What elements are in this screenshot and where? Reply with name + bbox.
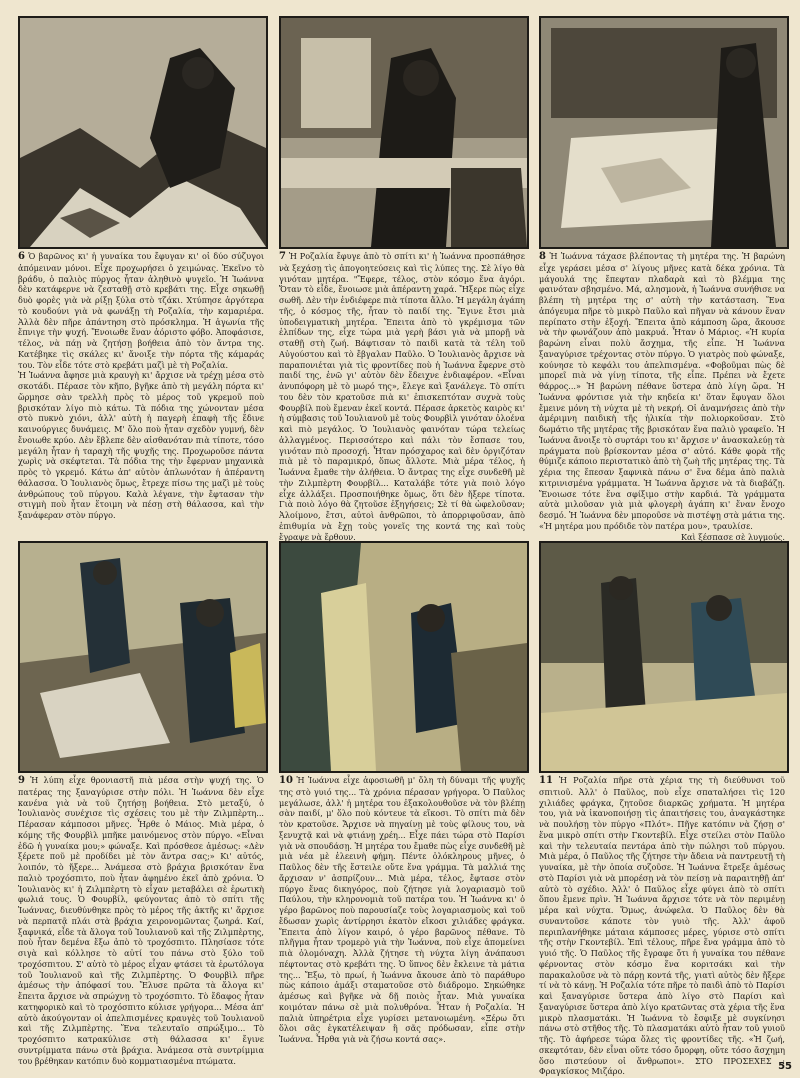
illustration-panel-6: [18, 16, 268, 249]
illustration-panel-11: [539, 541, 789, 773]
illustration-panel-7: [279, 16, 529, 249]
illustration-panel-10: [279, 541, 529, 773]
episode-text-8: [539, 251, 786, 542]
illustration-panel-8: [539, 16, 789, 249]
episode-paragraph: 11 Ἡ Ροζαλία πῆρε στὰ χέρια της τὴ διεύθυνσι τοῦ σπιτιοῦ. Ἀλλ' ὁ Παῦλος, ποὺ εἶχε σπαταλήσει τὶς 120 χιλιάδες φράγκα, ζητοῦσε διαρκῶς χρήματα. Ἡ μητέρα του, γιὰ νὰ ἱκανοποιήσῃ τὶς ἀπαιτήσεις του, ἀναγκάστηκε νὰ πουλήσῃ τὸν πύργο «Πλότ». Πῆγε κατόπιν νὰ ζήσῃ σ' ἕνα μικρὸ σπίτι στὴν Γκοντεβίλ. Εἶχε στείλει στὸν Παῦλο καὶ τὴν τελευταία πεντάρα ἀπὸ τὴν πώλησι τοῦ πύργου. Μιὰ μέρα, ὁ Παῦλος τῆς ζήτησε τὴν ἄδεια νὰ παντρευτῇ τὴ γυναίκα, μὲ τὴν ὁποία συζοῦσε. Ἡ Ἰωάννα ἔτρεξε ἀμέσως στὸ Παρίσι γιὰ νὰ μπορέσῃ νὰ τὸν πείσῃ νὰ παραιτηθῇ ἀπ' αὐτὸ τὸ σχέδιο. Ἀλλ' ὁ Παῦλος εἶχε φύγει ἀπὸ τὸ σπίτι ὅπου ἔμενε πρὶν. Ἡ Ἰωάννα ἄρχισε τότε νὰ τὸν περιμένῃ μέρα καὶ νύχτα. Ὅμως, ἀνώφελα. Ὁ Παῦλος δὲν θὰ συναντοῦσε κάποτε τὸν γυιὸ τῆς. Ἀλλ' ἀφοῦ περιπλανήθηκε μάταια κάμποσες μέρες, γύρισε στὸ σπίτι τῆς στὴν Γκοντεβίλ. Ἐπὶ τέλους, πῆρε ἕνα γράμμα ἀπὸ τὸ γυιό τῆς. Ὁ Παῦλος τῆς ἔγραφε ὅτι ἡ γυναίκα του πέθανε φέρνοντας στὸν κόσμο ἕνα κοριτσάκι καὶ τὴν παρακαλοῦσε νὰ τὸ πάρῃ κοντά τῆς, γιατὶ αὐτὸς δὲν ἤξερε τί νὰ τὸ κάνῃ. Ἡ Ροζαλία τότε πῆρε τὸ παιδὶ ἀπὸ τὸ Παρίσι καὶ ξαναγύρισε ὕστερα ἀπὸ λίγο στὸ Παρίσι καὶ ξαναγύρισε ὕστερα ἀπὸ λίγο κρατῶντας στὰ χέρια τῆς ἕνα μικρὸ πλασματάκι. Ἡ Ἰωάννα τὸ ἔσφιξε μὲ συγκίνησι πάνω στὸ στῆθος τῆς. Τὸ πλασματάκι αὐτὸ ἦταν τοῦ γυιοῦ τῆς. Τὸ ἀφήρεσε τώρα ὅλες τὶς φροντίδες τῆς. «Ἡ ζωή, σκεφτόταν, δὲν εἶναι οὔτε τόσο ὄμορφη, οὔτε τόσο ἄσχημη ὅσο πιστεύουν οἱ ἄνθρωποι». ΣΤΟ ΠΡΟΣΕΧΕΣ : Φραγκίσκος Μιζάρο.: [539, 775, 785, 1077]
episode-signoff: Καὶ ξέσπασε σὲ λυγμούς.: [681, 531, 785, 542]
woodcut-illustration-7: [281, 18, 527, 247]
illustration-panel-9: [18, 541, 268, 773]
episode-text-7: [279, 251, 526, 542]
episode-paragraph: 9 Ἡ λύπη εἶχε θρονιαστῆ πιὰ μέσα στὴν ψυχή της. Ὁ πατέρας της ξαναγύρισε στὴν πόλι. Ἡ Ἰωάννα δὲν εἶχε κανένα γιὰ νὰ τοῦ ζητήσῃ βοήθεια. Στὸ μεταξύ, ὁ Ἰουλιανὸς συνέχισε τὶς σχέσεις του μὲ τὴν Ζιλμπὲρτη... Πέρασαν κάμποσοι μῆνες. Ἦρθε ὁ Μάιος. Μιὰ μέρα, ὁ κόμης τῆς Φουρβὶλ μπῆκε μαινόμενος στὸν πύργο. «Εἶναι ἐδῶ ἡ γυναίκα μου;» φώναξε. Καὶ πρόσθεσε ἀμέσως: «Δὲν ξέρετε ποῦ μὲ προδίδει μὲ τὸν ἄντρα σας;» Κι' αὐτός, λοιπόν, τὸ ἤξερε... Ἀνάμεσα στὸ βράχια βρισκόταν ἕνα παλιὸ τροχόσπιτο, ποὺ ἦταν ἀφημένο ἐκεῖ ἀπὸ χρόνια. Ὁ Ἰουλιανὸς κι' ἡ Ζιλμπὲρτη τὸ εἶχαν μεταβάλει σὲ ἐρωτικὴ φωλιά τους. Ὁ Φουρβίλ, φεύγοντας ἀπὸ τὸ σπίτι τῆς Ἰωάννας, διευθύνθηκε πρὸς τὸ μέρος τῆς ἀκτῆς κι' ἄρχισε νὰ περπατᾷ πλάι στὰ βράχια χειρονομῶντας ζωηρά. Καί, ξαφνικά, εἶδε τὰ ἄλογα τοῦ Ἰουλιανοῦ καὶ τῆς Ζιλμπὲρτης, ποὺ ἦταν δεμένα ἔξω ἀπὸ τὸ τροχόσπιτο. Πλησίασε τότε σιγὰ καὶ κόλλησε τὸ αὐτί του πάνω στὸ ξύλο τοῦ τροχόσπιτου. Σ' αὐτὸ τὸ μέρος εἶχαν φτάσει τὰ ἐρωτόλογα τοῦ Ἰουλιανοῦ καὶ τῆς Ζιλμπὲρτης. Ὁ Φουρβὶλ πῆρε ἀμέσως τὴν ἀπόφασί του. Ἔλυσε πρῶτα τὰ ἄλογα κι' ἔπειτα ἄρχισε νὰ σπρώχνῃ τὸ τροχόσπιτο. Τὸ ἔδαφος ἦταν κατηφορικὸ καὶ τὸ τροχόσπιτο κύλισε γρήγορα... Μέσα ἀπ' αὐτὸ ἀκούγονταν οἱ ἀπελπισμένες κραυγὲς τοῦ Ἰουλιανοῦ καὶ τῆς Ζιλμπὲρτης. Ἕνα τελευταῖο σπρώξιμο... Τὸ τροχόσπιτο κατρακύλισε στὴ θάλασσα κι' ἔγινε συντρίμματα πάνω στὰ βράχια. Ἀνάμεσα στὰ συντρίμμια του βρέθηκαν κατόπιν δυὸ κομματιασμένα πτώματα.: [18, 775, 264, 1066]
episode-number: 11: [539, 775, 553, 786]
episode-number: 6: [18, 251, 25, 262]
episode-text-9: [18, 775, 264, 1066]
episode-paragraph: 6 Ὁ βαρῶνος κι' ἡ γυναίκα του ἔφυγαν κι' οἱ δύο σύζυγοι ἀπόμειναν μόνοι. Εἶχε προχωρήσει ὁ χειμώνας. Ἐκεῖνο τὸ βράδυ, ὁ παλιὸς πύργος ἦταν ἀληθινὸ ψυγεῖο. Ἡ Ἰωάννα δὲν κατάφερνε νὰ ζεσταθῇ στὸ κρεβάτι της. Εἶχε σηκωθῇ δυὸ φορὲς γιὰ νὰ ρίξῃ ξύλα στὸ τζάκι. Χτύπησε ἀργότερα τὸ κουδούνι γιὰ νὰ φωνάξῃ τὴ Ροζαλία, τὴν καμαριέρα. Ἀλλὰ δὲν πῆρε ἀπάντηση στὸ πρόσκλημα. Ἡ ἀγωνία τῆς ἔπνιγε τὴν ψυχή. Ἔνοιωθε ἕναν ἀόριστο φόβο. Ἀποφάσισε, τέλος, νὰ πάῃ νὰ ζητήσῃ βοήθεια ἀπὸ τὸν ἄντρα της. Κατέβηκε τὶς σκάλες κι' ἄνοιξε τὴν πόρτα τῆς κάμαράς του. Τὸν εἶδε τότε στὸ κρεβάτι μαζὶ μὲ τὴ Ροζαλία.: [18, 251, 265, 370]
page-number: 55: [778, 1061, 792, 1072]
woodcut-illustration-10: [281, 543, 527, 771]
woodcut-illustration-8: [541, 18, 787, 247]
woodcut-illustration-9: [20, 543, 266, 771]
episode-paragraph: 7 Ἡ Ροζαλία ἔφυγε ἀπὸ τὸ σπίτι κι' ἡ Ἰωάννα προσπάθησε νὰ ξεχάσῃ τὶς ἀπογοητεύσεις καὶ τὶς λύπες της. Σὲ λίγο θὰ γινόταν μητέρα. "Ἔφερε, τέλος, στὸν κόσμο ἕνα ἀγόρι. Ὅταν τὸ εἶδε, ἔνοιωσε μιὰ ἀπέραντη χαρά. Ἤξερε πὼς εἶχε σωθῆ. Δὲν τὴν ἐνδιέφερε πιὰ τίποτα ἄλλο. Ἡ μεγάλη ἀγάπη τῆς, ὁ κόσμος τῆς, ἦταν τὸ παιδί της. Ἔγινε ἔτσι μιὰ ὑποδειγματικὴ μητέρα. Ἔπειτα ἀπὸ τὸ γκρέμισμα τῶν ἐλπίδων της, εἶχε τώρα μιὰ γερὴ βάσι γιὰ νὰ μπορῇ νὰ σταθῇ στὴ ζωή. Βάφτισαν τὸ παιδὶ κατὰ τὰ τέλη τοῦ Αὐγούστου καὶ τὸ ἔβγαλαν Παῦλο. Ὁ Ἰουλιανὸς ἄρχισε νὰ παραπονιέται γιὰ τὶς φροντίδες ποὺ ἡ Ἰωάννα ἔφερνε στὸ παιδί της, ἐνῶ γι' αὐτὸν δὲν ἔδειχνε ἐνδιαφέρον. «Εἶναι ἀνυπόφορη μὲ τὸ μωρό της», ἔλεγε καὶ ξανάλεγε. Τὸ σπίτι του δὲν τὸν κρατοῦσε πιὰ κι' ἐπισκεπτόταν συχνὰ τοὺς Φουρβίλ ποὺ ἔμεναν ἐκεῖ κοντά. Πέρασε ἀρκετὸς καιρὸς κι' ἡ σύμβασις τοῦ Ἰουλιανοῦ μὲ τοὺς Φουρβὶλ γινόταν ὁλοένα καὶ πιὸ μεγάλος. Ὁ Ἰουλιανὸς φαινόταν τώρα τελείως ἀλλαγμένος. Περισσότερο καὶ πάλι τὸν ἔσπασε του, γινόταν πιὸ προσοχή. Ἦταν πρόσχαρος καὶ δὲν ὀργιζόταν πιὰ μὲ τὸ παραμικρό, ὅπως ἄλλοτε. Μιὰ μέρα τέλος, ἡ Ἰωάννα ἔμαθε τὴν ἀλήθεια. Ὁ ἄντρας της εἶχε συνδεθῆ μὲ τὴν Ζιλμπὲρτη Φουρβίλ... Καταλάβε τότε γιὰ ποιὸ λόγο εἶχε ἀλλάξει. Προσποιήθηκε ὅμως, ὅτι δὲν ἤξερε τίποτα. Γιὰ ποιὸ λόγο θὰ ζητοῦσε ἐξηγήσεις; Σὲ τί θὰ ὠφελοῦσαν; Ἀλοίμονο, ἔτσι, αὐτοὶ ἀνθρῶποι, τὸ ἀπορριφοῦσαν, ἀπὸ ἐπιθυμία νὰ ἔχῃ τοὺς γονεῖς της κοντά της καὶ τοὺς ἔγραψε νὰ ἔρθουν.: [279, 251, 526, 542]
woodcut-illustration-6: [20, 18, 266, 247]
episode-number: 8: [539, 251, 546, 262]
episode-number: 10: [279, 775, 293, 786]
episode-number: 7: [279, 251, 286, 262]
episode-text-10: [279, 775, 525, 1061]
episode-paragraph: 10 Ἡ Ἰωάννα εἶχε ἀφοσιωθῆ μ' ὅλη τὴ δύναμι τῆς ψυχῆς της στὸ γυιό της... Τὰ χρόνια πέρασαν γρήγορα. Ὁ Παῦλος μεγάλωσε, ἀλλ' ἡ μητέρα του ἐξακολουθοῦσε νὰ τὸν βλέπῃ σὰν παιδί, μ' ὅλο ποὺ κόντευε τὰ εἴκοσι. Τὸ σπίτι πιὰ δὲν τὸν κρατοῦσε. Ἄρχισε νὰ πηγαίνῃ μὲ τοὺς φίλους του, νὰ ξενυχτᾷ καὶ νὰ φτιάνῃ χρέη... Εἶχε πάει τώρα στὸ Παρίσι γιὰ νὰ σπουδάσῃ. Ἡ μητέρα του ἔμαθε πὼς εἶχε συνδεθῆ μὲ μιὰ νέα μὲ ἐλεεινὴ φήμη. Πέντε ὁλόκληρους μῆνες, ὁ Παῦλος δὲν τῆς ἔστειλε οὔτε ἕνα γράμμα. Τὰ μαλλιά της ἄρχισαν ν' ἀσπρίζουν... Μιὰ μέρα, τέλος, ἔφτασε στὸν πύργο ἕνας δικηγόρος, ποὺ ζήτησε γιὰ λογαριασμὸ τοῦ Παύλου, τὴν κληρονομιὰ τοῦ πατέρα του. Ἡ Ἰωάννα κι' ὁ γέρο βαρῶνος ποὺ παρουσίαζε τοὺς λογαριασμοὺς καὶ τοῦ ἔδωσαν χωρὶς ἀντίρρησι ἑκατὸν εἴκοσι χιλιάδες φράγκα. Ἔπειτα ἀπὸ λίγον καιρό, ὁ γέρο βαρῶνος πέθανε. Τὸ πλῆγμα ἦταν τρομερὸ γιὰ τὴν Ἰωάννα, ποὺ εἶχε ἀπομείνει πιὰ ὁλομόναχη. Ἀλλὰ ζήτησε τὴ νύχτα λίγη ἀνάπαυσι πέφτοντας στὸ κρεβάτι της. Ὁ ὕπνος δὲν ἔκλεινε τὰ μάτια της... Ἔξω, τὸ πρωί, ἡ Ἰωάννα ἄκουσε ἀπὸ τὸ παράθυρο πὼς κάποιο ἁμάξι σταματοῦσε στὸ διάδρομο. Σηκώθηκε ἀμέσως καὶ βγῆκε νὰ δῇ ποιὸς ἦταν. Μιὰ γυναίκα κοιμόταν πάνω σὲ μιὰ πολυθρόνα. Ἦταν ἡ Ροζαλία. Ἡ παλιὰ ὑπηρέτρια εἶχε γυρίσει μετανοιωμένη. «Ξέρω ὅτι ὅλοι σᾶς ἐγκατέλειψαν ἢ σᾶς πρόδωσαν, εἶπε στὴν Ἰωάννα. Ἦρθα γιὰ νὰ ζήσω κοντά σας».: [279, 775, 525, 1044]
episode-paragraph: Ἡ Ἰωάννα ἄφησε μιὰ κραυγὴ κι' ἄρχισε νὰ τρέχῃ μέσα στὸ σκοτάδι. Πέρασε τὸν κῆπο, βγῆκε ἀπὸ τὴ μεγάλη πόρτα κι' ὥρμησε σὰν τρελλὴ πρὸς τὸ μέρος τοῦ γκρεμοῦ ποὺ βρισκόταν λίγο πιὸ κάτω. Τὰ πόδια της χώνονταν μέσα στὸ πυκνὸ χιόνι, ἀλλ' αὐτὴ ἡ παγερὴ ἐπαφὴ τῆς ἔδινε καινούργιες δυνάμεις. Μ' ὅλο ποὺ ἦταν σχεδὸν γυμνή, δὲν ἔνοιωθε κρύο. Δὲν ἔβλεπε δὲν αἰσθανόταν πιὰ τίποτε, τόσο μεγάλη ἦταν ἡ ταραχὴ τῆς ψυχῆς της. Προχωροῦσε πάντα χωρὶς νὰ σκέφτεται. Τὰ πόδια της τὴν ἔφερναν μηχανικὰ πρὸς τὸ γκρεμό. Κάτω ἀπ' αὐτὸν ἁπλωνόταν ἡ ἀπέραντη θάλασσα. Ὁ Ἰουλιανὸς ὅμως, ἔτρεχε πίσω της μαζὶ μὲ τοὺς ἀνθρώπους τοῦ πύργου. Καλὰ λέγανε, τὴν ἔφτασαν τὴν στιγμὴ ποὺ ἦταν ἕτοιμη νὰ πέσῃ στὴ θάλασσα, καὶ τὴν ξανάφεραν στὸν πύργο.: [18, 370, 264, 520]
episode-paragraph: 8 Ἡ Ἰωάννα τάχασε βλέποντας τὴ μητέρα της. Ἡ βαρώνη εἶχε γεράσει μέσα σ' λίγους μῆνες κατὰ δέκα χρόνια. Τὰ μάγουλά της ἔπεφταν πλαδαρὰ καὶ τὸ βλέμμα της φαινόταν σβησμένο. Μά, αλησμονὰ, ἡ Ἰωάννα συνήθισε να βλέπη τὴ μητέρα της σ' αὐτὴ τὴν κατάσταση. Ἕνα ἀπόγευμα πῆρε τὸ μικρὸ Παῦλο καὶ πῆγαν νὰ κάνουν ἕναν περίπατο στὴν ἐξοχή. Ἔπειτα ἀπὸ κάμποση ὥρα, ἄκουσε νὰ τὴν φωνάζουν ἀπὸ μακρυά. Ἦταν ὁ Μάριος. «Ἡ κυρία βαρώνη εἶναι πολὺ ἄσχημα, τῆς εἶπε. Ἡ Ἰωάννα ξαναγύρισε τρέχοντας στὸν πύργο. Ὁ γιατρὸς ποὺ φώναξε, κούνησε τὸ κεφάλι του ἀπελπισμένα. «Φοβοῦμαι πὼς δὲ μπορεῖ πιὰ νὰ γίνῃ τίποτα, τῆς εἶπε. Πρέπει νὰ ἔχετε θάρρος...» Ἡ βαρώνη πέθανε ὕστερα ἀπὸ λίγη ὥρα. Ἡ Ἰωάννα φρόντισε γιὰ τὴν κηδεία κι' ὅταν ἔφυγαν ὅλοι ἔμεινε μόνη τὴ νύχτα μὲ τὴ νεκρή. Οἱ ἀναμνήσεις ἀπὸ τὴν ἀμέριμνη παιδικὴ τῆς ἡλικία τὴν πολιορκοῦσαν. Στὸ δωμάτιο τῆς μητέρας τῆς βρισκόταν ἕνα παλιὸ γραφεῖο. Ἡ Ἰωάννα ἄνοιξε τὸ συρτάρι του κι' ἄρχισε ν' ἀνασκαλεύῃ τὰ πράγματα ποὺ βρίσκονταν μέσα σ' αὐτό. Κάθε φορὰ τῆς θύμιζε κάποιο περιστατικὸ ἀπὸ τὴ ζωὴ τῆς μητέρας της. Τὰ χέρια της ἔπεσαν ξαφνικὰ πάνω σ' ἕνα δέμα ἀπὸ παλιὰ κιτρινισμένα γράμματα. Ἡ Ἰωάννα ἄρχισε νὰ τὰ διαβάζῃ. Ἔνοιωσε τότε ἕνα σφίξιμο στὴν καρδιά. Τὰ γράμματα αὐτὰ μιλοῦσαν γιὰ μιὰ φλογερὴ ἀγάπη κι' ἕναν ἔνοχο δεσμό. Ἡ Ἰωάννα δὲν μποροῦσε νὰ πιστέψῃ στὰ μάτια της. «Ἡ μητέρα μου πρόδιδε τὸν πατέρα μου», τραυλίσε.: [539, 251, 786, 531]
next-issue-title: Φραγκίσκος Μιζάρο.: [539, 1066, 626, 1077]
episode-number: 9: [18, 775, 25, 786]
episode-text-6: [18, 251, 264, 535]
woodcut-illustration-11: [541, 543, 787, 771]
next-issue-label: ΣΤΟ ΠΡΟΣΕΧΕΣ :: [694, 1055, 785, 1066]
